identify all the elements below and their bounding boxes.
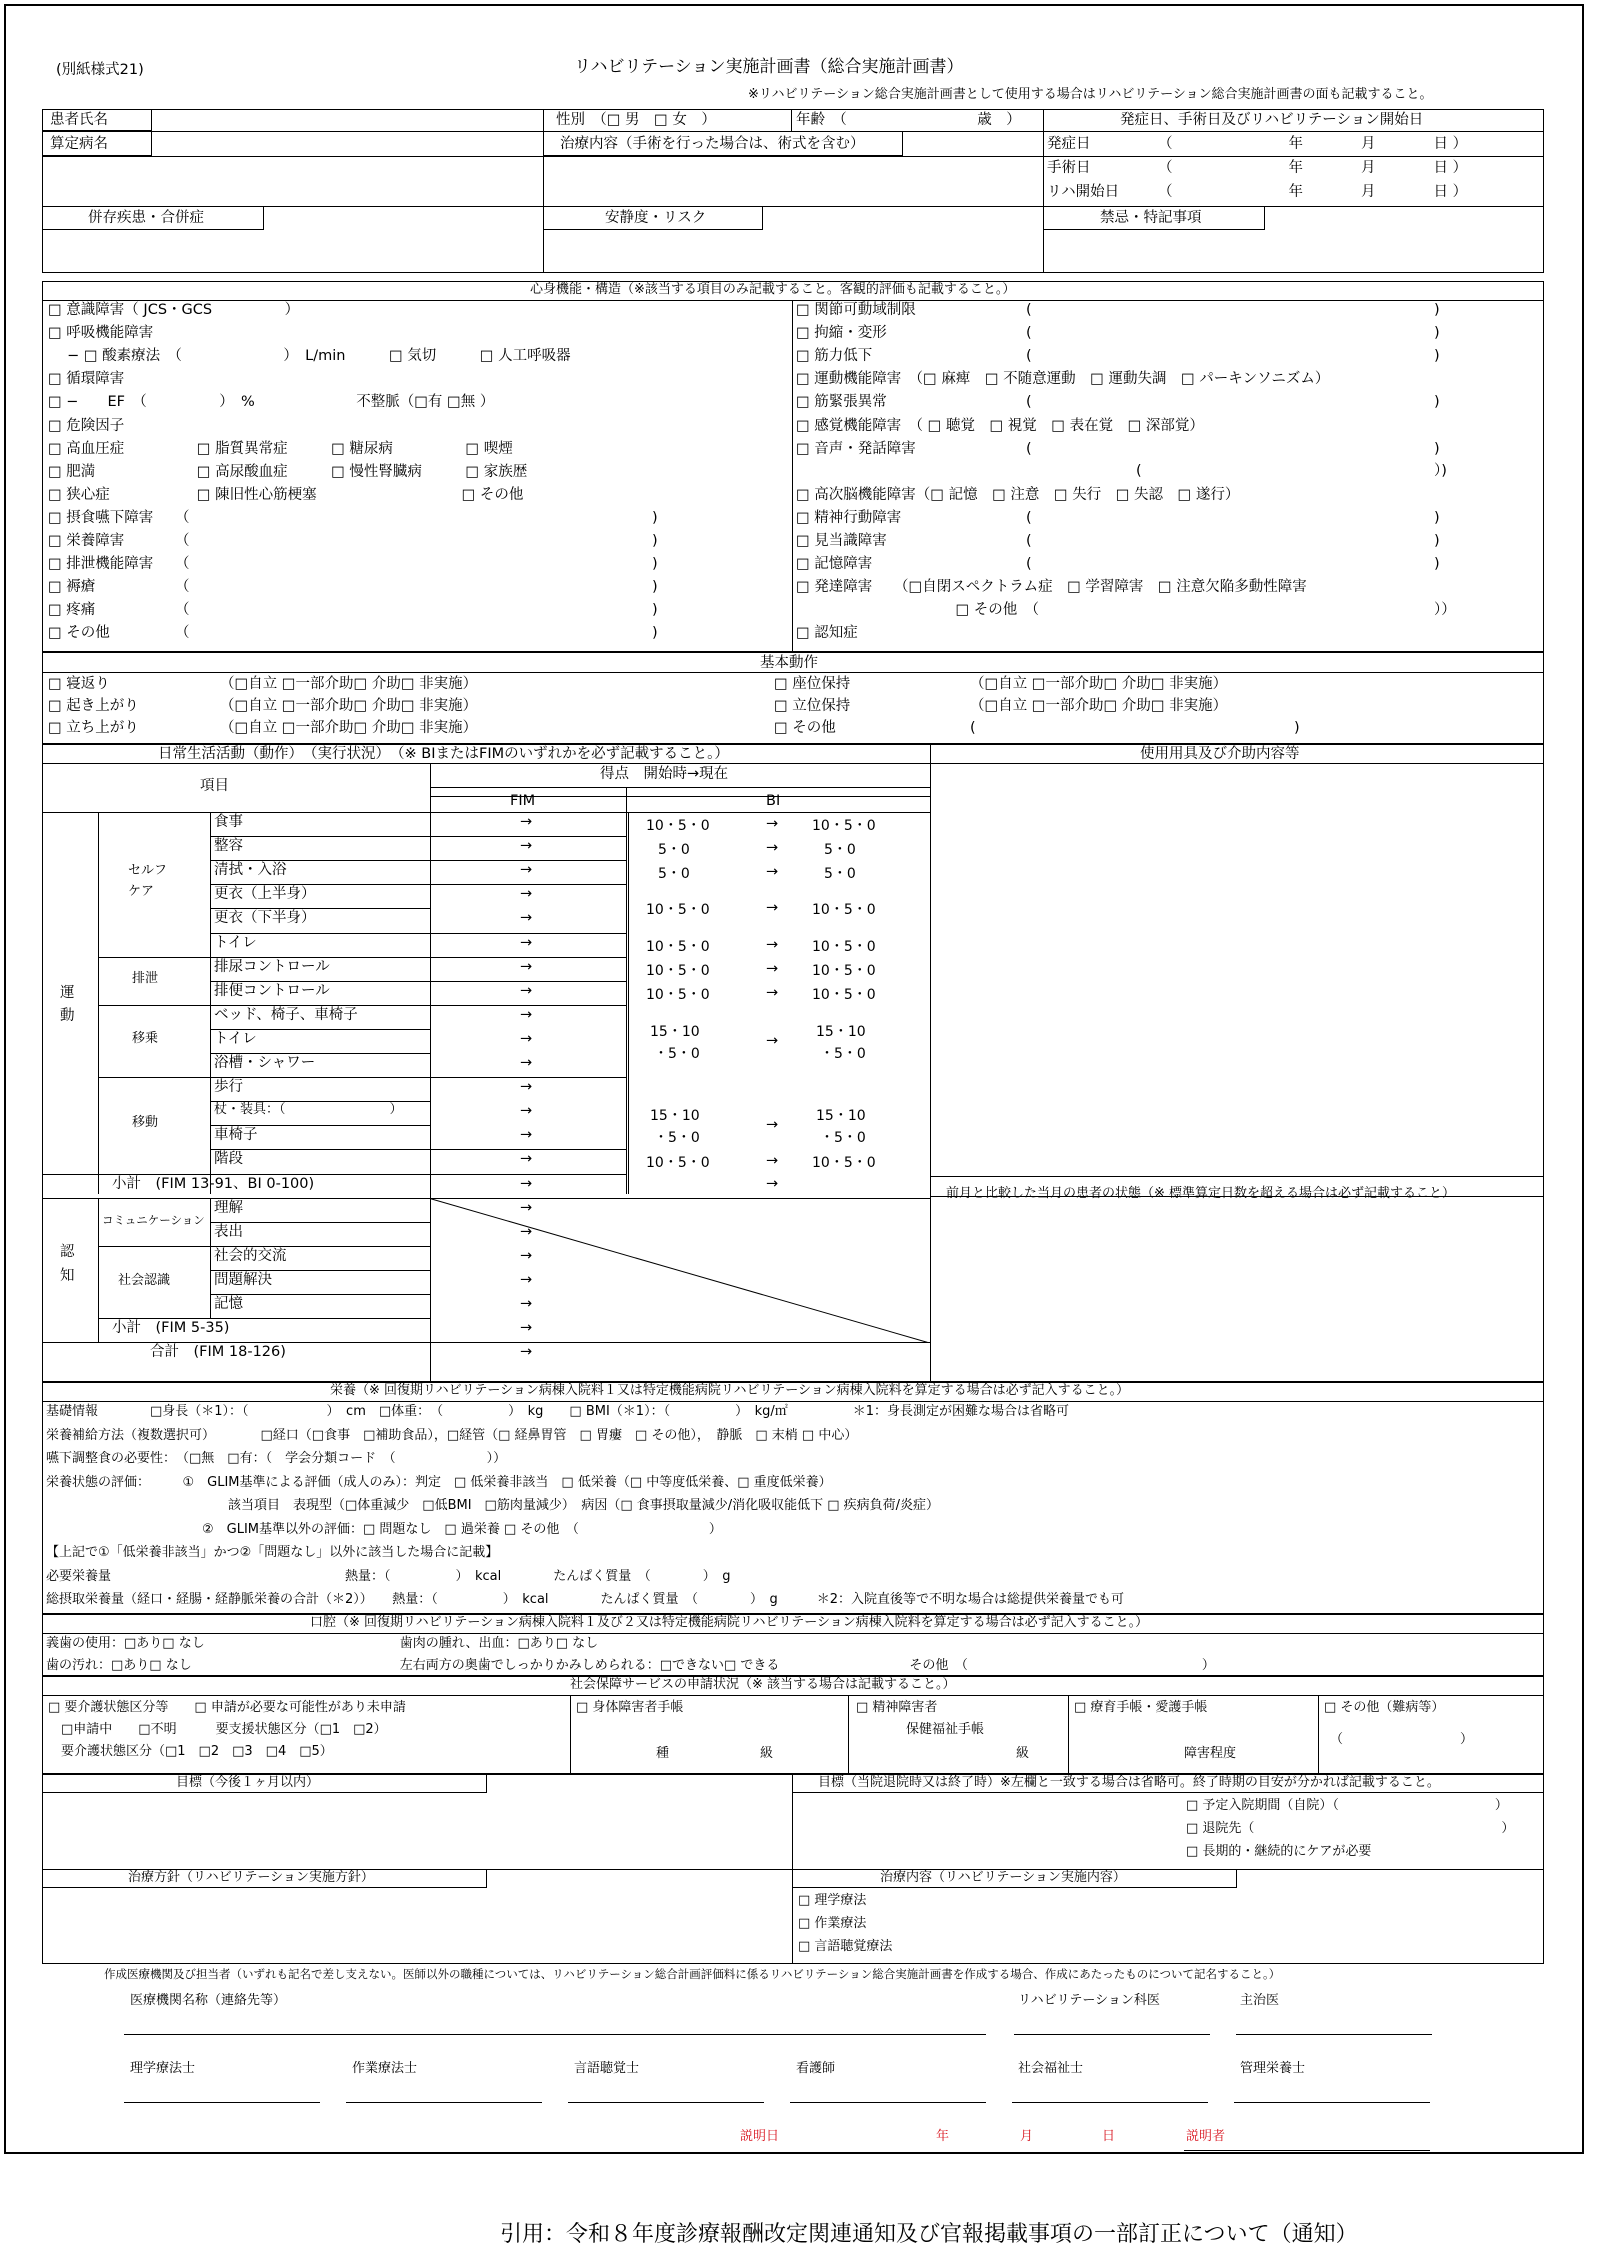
- group-label-transfer: 移乗: [132, 1030, 159, 1046]
- open-paren: (: [1026, 440, 1032, 457]
- other-card-field[interactable]: （ ）: [1330, 1732, 1474, 1747]
- grid-line: [210, 957, 626, 958]
- score-col-header: 得点 開始時→現在: [600, 766, 729, 782]
- motor-subtotal: 小計 (FIM 13-91、BI 0-100): [112, 1175, 315, 1192]
- grid-line: [430, 763, 431, 812]
- body-function-item[interactable]: □ 排泄機能障害 （: [48, 556, 190, 573]
- oral-line-2: 歯の汚れ：□あり□ なし 左右両方の奥歯でしっかりかみしめられる：□できない□ できる その他 （ ）: [46, 1658, 1215, 1673]
- body-function-item[interactable]: □ 意識障害（ JCS・GCS ）: [48, 302, 300, 318]
- close-paren: ): [1294, 720, 1300, 736]
- cognition-item-label: 表出: [214, 1223, 243, 1240]
- policy-label: 治療方針（リハビリテーション実施方針）: [128, 1870, 374, 1885]
- goal-opt-2[interactable]: □ 退院先（ ）: [1186, 1821, 1515, 1836]
- grid-line: [98, 1198, 99, 1342]
- body-function-item[interactable]: □ 狭心症 □ 陳旧性心筋梗塞 □ その他: [48, 486, 524, 503]
- adl-item-label: 車椅子: [214, 1127, 258, 1144]
- care-line-1[interactable]: □ 要介護状態区分等 □ 申請が必要な可能性があり未申請: [48, 1700, 406, 1715]
- basic-motion-options[interactable]: （□自立 □一部介助□ 介助□ 非実施）: [220, 676, 478, 692]
- fim-arrow: →: [520, 1030, 533, 1047]
- close-paren: ): [1434, 509, 1440, 526]
- body-function-item[interactable]: □ 関節可動域制限: [796, 302, 916, 318]
- content-opt-2[interactable]: □ 作業療法: [798, 1916, 867, 1931]
- grid-line: [210, 836, 626, 837]
- bi-arrow: →: [766, 1153, 779, 1170]
- bi-arrow: →: [766, 840, 779, 857]
- bi-current-score[interactable]: 5・0: [824, 842, 856, 859]
- content-opt-1[interactable]: □ 理学療法: [798, 1893, 867, 1908]
- bi-current-score[interactable]: 10・5・0: [812, 962, 876, 979]
- adl-item-label: 排便コントロール: [214, 982, 330, 999]
- close-paren: ): [652, 625, 658, 642]
- bi-current-score[interactable]: 10・5・0: [812, 902, 876, 919]
- grid-line: [210, 1294, 430, 1295]
- patient-name-label: 患者氏名: [50, 112, 108, 128]
- bi-current-score[interactable]: 15・10: [816, 1108, 866, 1125]
- treatment-label: 治療内容（手術を行った場合は、術式を含む）: [560, 136, 865, 152]
- grid-line: [98, 812, 210, 813]
- grid-line: [210, 1029, 430, 1030]
- fim-arrow: →: [520, 1175, 533, 1192]
- nutrition-line[interactable]: 基礎情報 □身長（＊1）：（ ） cm □体重： （ ） kg □ BMI（＊1）：（ ） kg/㎡ ＊1：身長測定が困難な場合は省略可: [46, 1404, 1070, 1419]
- social-header: 社会保障サービスの申請状況（※ 該当する場合は記載すること。）: [570, 1677, 956, 1692]
- bi-start-score[interactable]: 5・0: [658, 842, 690, 859]
- explain-date-label: 説明日: [740, 2129, 780, 2144]
- body-function-item[interactable]: □ 栄養障害 （: [48, 533, 190, 549]
- bi-arrow: →: [766, 984, 779, 1001]
- total-label: 合計 (FIM 18-126): [150, 1343, 286, 1360]
- oral-line-1: 義歯の使用：□あり□ なし 歯肉の腫れ、出血：□あり□ なし: [46, 1636, 599, 1651]
- adl-item-label: トイレ: [214, 1030, 257, 1047]
- grid-line: [430, 1342, 930, 1343]
- group-label-selfcare: セルフ: [128, 863, 168, 879]
- close-paren: ): [652, 533, 658, 549]
- close-paren: ): [1434, 348, 1440, 365]
- fim-arrow: →: [520, 1103, 533, 1120]
- bi-current-score[interactable]: 10・5・0: [812, 938, 876, 955]
- group-label-locomotion: 移動: [132, 1115, 159, 1131]
- basic-motion-options[interactable]: （□自立 □一部介助□ 介助□ 非実施）: [970, 698, 1228, 714]
- comorbid-label: 併存疾患・合併症: [88, 210, 204, 226]
- open-paren: (: [1026, 533, 1032, 549]
- open-paren: (: [1026, 302, 1032, 318]
- other-card[interactable]: □ その他（難病等）: [1324, 1700, 1445, 1715]
- equipment-header: 使用用具及び介助内容等: [1140, 746, 1300, 762]
- content-label: 治療内容（リハビリテーション実施内容）: [880, 1870, 1126, 1885]
- open-paren: (: [1026, 325, 1032, 342]
- grid-line: [430, 796, 930, 797]
- cognition-item-label: 理解: [214, 1199, 243, 1216]
- grid-line: [98, 1077, 210, 1078]
- nutrition-line[interactable]: 該当項目 表現型（□体重減少 □低BMI □筋肉量減少） 病因（□ 食事摂取量減少/消化吸収能低下 □ 疾病負荷/炎症）: [46, 1498, 940, 1513]
- long-goal-label: 目標（当院退院時又は終了時）※左欄と一致する場合は省略可。終了時期の目安が分かれば記載すること。: [818, 1775, 1440, 1790]
- open-paren: (: [970, 720, 976, 736]
- fim-arrow: →: [520, 1319, 533, 1336]
- motor-label: 動: [60, 1008, 75, 1024]
- surgery-date-field[interactable]: （ 年 月 日 ）: [1158, 160, 1468, 176]
- rehab-start-label: リハ開始日: [1047, 184, 1120, 200]
- basic-motion-options[interactable]: （□自立 □一部介助□ 介助□ 非実施）: [970, 676, 1228, 692]
- bi-arrow: →: [766, 936, 779, 953]
- basic-motion-item[interactable]: □ 座位保持: [774, 676, 851, 692]
- contraindication-label: 禁忌・特記事項: [1100, 210, 1202, 226]
- diagnosis-label: 算定病名: [50, 136, 108, 152]
- cognition-label: 知: [60, 1267, 75, 1284]
- body-function-item[interactable]: □ 運動機能障害 （□ 麻痺 □ 不随意運動 □ 運動失調 □ パーキンソニズム）: [796, 371, 1330, 388]
- bi-arrow: →: [766, 816, 779, 833]
- goal-opt-3[interactable]: □ 長期的・継続的にケアが必要: [1186, 1844, 1372, 1859]
- body-function-item[interactable]: □ 音声・発話障害: [796, 440, 916, 457]
- fim-arrow: →: [520, 1151, 533, 1168]
- cognition-subtotal: 小計 (FIM 5-35): [112, 1319, 230, 1336]
- fim-arrow: →: [520, 1271, 533, 1288]
- bi-start-score[interactable]: 15・10: [650, 1023, 700, 1040]
- usage-note: ※リハビリテーション総合実施計画書として使用する場合はリハビリテーション総合実施計画書の面も記載すること。: [748, 87, 1433, 102]
- mental-grade: 級: [1016, 1746, 1030, 1761]
- close-paren: ): [652, 602, 658, 619]
- bi-current-score[interactable]: 10・5・0: [812, 986, 876, 1003]
- basic-motion-item[interactable]: □ 立位保持: [774, 698, 851, 714]
- fim-arrow: →: [520, 1006, 533, 1023]
- adl-item-label: 階段: [214, 1151, 243, 1168]
- grid-line: [210, 1149, 626, 1150]
- fim-arrow: →: [520, 814, 533, 830]
- st-label: 言語聴覚士: [574, 2061, 640, 2076]
- bi-start-score[interactable]: 10・5・0: [646, 986, 710, 1003]
- adl-item-label: 浴槽・シャワー: [214, 1055, 316, 1071]
- adl-item-label: 整容: [214, 838, 243, 855]
- close-paren: ): [1434, 394, 1440, 411]
- adl-item-label: 排尿コントロール: [214, 958, 330, 975]
- nutrition-line[interactable]: 栄養状態の評価： ① GLIM基準による評価（成人のみ）：判定 □ 低栄養非該当 □ 低栄養（□ 中等度低栄養、□ 重度低栄養）: [46, 1474, 832, 1490]
- body-function-item[interactable]: □ 摂食嚥下障害 （: [48, 509, 190, 526]
- institution-label: 医療機関名称（連絡先等）: [130, 1993, 287, 2008]
- group-label-communication: コミュニケーション: [102, 1212, 205, 1227]
- form-code: (別紙様式21): [56, 62, 144, 78]
- grid-line: [210, 1198, 430, 1199]
- nutrition-line[interactable]: 【上記で①「低栄養非該当」かつ②「問題なし」以外に該当した場合に記載】: [46, 1545, 499, 1560]
- basic-motion-item[interactable]: □ 立ち上がり: [48, 720, 139, 736]
- grid-line: [628, 812, 629, 1194]
- basic-motion-header: 基本動作: [760, 655, 818, 671]
- grid-line: [210, 1077, 626, 1078]
- grid-line: [210, 812, 626, 813]
- fim-arrow: →: [520, 958, 533, 975]
- bi-start-score[interactable]: 5・0: [658, 866, 690, 883]
- motor-label: 運: [60, 985, 75, 1001]
- grid-line: [210, 1198, 211, 1318]
- surgery-date-label: 手術日: [1047, 160, 1091, 176]
- grid-line: [430, 812, 431, 1382]
- bi-current-score[interactable]: 15・10: [816, 1023, 866, 1040]
- rehab-doctor-label: リハビリテーション科医: [1018, 1993, 1160, 2008]
- bi-arrow: →: [766, 960, 779, 977]
- close-paren: ): [652, 509, 658, 526]
- bi-start-score[interactable]: 10・5・0: [646, 962, 710, 979]
- bi-arrow: →: [766, 900, 779, 917]
- nutrition-line[interactable]: 栄養補給方法（複数選択可） □経口（□食事 □補助食品），□経管（□ 経鼻胃管 □ 胃瘻 □ その他）， 静脈 □ 末梢 □ 中心）: [46, 1427, 858, 1443]
- bi-start-score[interactable]: 10・5・0: [646, 1155, 710, 1172]
- bi-arrow: →: [766, 1117, 779, 1134]
- fim-arrow: →: [520, 1295, 533, 1312]
- page-title: リハビリテーション実施計画書（総合実施計画書）: [574, 57, 964, 77]
- body-function-item[interactable]: □ 感覚機能障害 （ □ 聴覚 □ 視覚 □ 表在覚 □ 深部覚）: [796, 417, 1204, 434]
- close-paren: ）): [1434, 463, 1447, 479]
- grid-line: [98, 812, 99, 1194]
- grid-line: [210, 1222, 430, 1223]
- mental-card[interactable]: □ 精神障害者: [856, 1700, 938, 1715]
- adl-item-label: 食事: [214, 814, 243, 830]
- bi-current-score[interactable]: ・5・0: [820, 1045, 866, 1062]
- close-paren: ): [1434, 556, 1440, 573]
- cognition-item-label: 問題解決: [214, 1271, 272, 1288]
- sex-field[interactable]: 性別 （□ 男 □ 女 ）: [556, 112, 716, 128]
- grid-line: [210, 1270, 430, 1271]
- grid-line: [626, 812, 627, 1194]
- body-function-item[interactable]: □ その他 （: [48, 625, 190, 642]
- item-col-header: 項目: [200, 778, 229, 794]
- bi-start-score[interactable]: 15・10: [650, 1108, 700, 1125]
- bi-start-score[interactable]: 10・5・0: [646, 818, 710, 835]
- adl-item-label: ベッド、椅子、車椅子: [214, 1006, 358, 1023]
- body-function-item[interactable]: □ 肥満 □ 高尿酸血症 □ 慢性腎臓病 □ 家族歴: [48, 463, 528, 480]
- close-paren: ): [1434, 325, 1440, 342]
- comparison-header: 前月と比較した当月の患者の状態（※ 標準算定日数を超える場合は必ず記載すること）: [946, 1186, 1456, 1201]
- cognition-item-label: 社会的交流: [214, 1247, 287, 1264]
- close-paren: ））: [1434, 602, 1456, 618]
- grid-line: [210, 812, 211, 1194]
- fim-arrow: →: [520, 1199, 533, 1216]
- explainer-label: 説明者: [1186, 2129, 1226, 2144]
- adl-item-label: 清拭・入浴: [214, 862, 287, 879]
- sw-label: 社会福祉士: [1018, 2061, 1084, 2076]
- basic-motion-item[interactable]: □ 起き上がり: [48, 698, 139, 714]
- open-paren: (: [1026, 556, 1032, 573]
- grid-line: [98, 957, 210, 958]
- pt-label: 理学療法士: [130, 2061, 196, 2076]
- grid-line: [930, 1176, 1544, 1177]
- cognition-label: 認: [60, 1243, 75, 1260]
- open-paren: (: [1136, 463, 1142, 479]
- close-paren: ): [1434, 302, 1440, 318]
- body-function-item[interactable]: □ 褥瘡 （: [48, 579, 190, 596]
- nutrition-line[interactable]: 嚥下調整食の必要性： （□無 □有：（ 学会分類コード （ ））: [46, 1451, 507, 1466]
- age-field[interactable]: 年齢 （ 歳 ）: [796, 112, 1021, 128]
- body-function-item[interactable]: □ 拘縮・変形: [796, 325, 887, 342]
- adl-item-label: トイレ: [214, 934, 257, 951]
- nutrition-line[interactable]: 総摂取栄養量（経口・経腸・経静脈栄養の合計（＊2）） 熱量：（ ） kcal たんぱく質量 （ ） g ＊2：入院直後等で不明な場合は総提供栄養量でも可: [46, 1592, 1125, 1607]
- bi-current-score[interactable]: 5・0: [824, 866, 856, 883]
- fim-arrow: →: [520, 838, 533, 855]
- adl-header: 日常生活活動（動作） （実行状況） （※ BIまたはFIMのいずれかを必ず記載すること。）: [158, 746, 729, 762]
- body-function-item[interactable]: □ 見当識障害: [796, 533, 887, 549]
- body-function-item[interactable]: □ 疼痛 （: [48, 602, 190, 619]
- fim-arrow: →: [520, 1247, 533, 1264]
- grid-line: [98, 1318, 430, 1319]
- close-paren: ): [652, 556, 658, 573]
- onset-date-field[interactable]: （ 年 月 日 ）: [1158, 136, 1468, 152]
- bi-current-score[interactable]: ・5・0: [820, 1130, 866, 1147]
- fim-arrow: →: [520, 934, 533, 951]
- adl-item-label: 杖・装具：（ ）: [214, 1102, 403, 1118]
- body-function-item[interactable]: □ 記憶障害: [796, 556, 873, 573]
- fim-arrow: →: [520, 1055, 533, 1071]
- open-paren: (: [1026, 509, 1032, 526]
- mental-card-2: 保健福祉手帳: [906, 1722, 985, 1737]
- body-function-item[interactable]: □ 発達障害 （□自閉スペクトラム症 □ 学習障害 □ 注意欠陥多動性障害: [796, 579, 1307, 596]
- bi-arrow: →: [766, 1032, 779, 1049]
- fim-arrow: →: [520, 982, 533, 999]
- bi-start-score[interactable]: ・5・0: [654, 1130, 700, 1147]
- close-paren: ): [652, 579, 658, 596]
- body-function-item[interactable]: − □ 酸素療法 （ ） L/min □ 気切 □ 人工呼吸器: [48, 348, 571, 365]
- nutrition-header: 栄養（※ 回復期リハビリテーション病棟入院料１又は特定機能病院リハビリテーション病棟入院料を算定する場合は必ず記入すること。）: [330, 1383, 1130, 1398]
- fim-header: FIM: [510, 793, 536, 809]
- fim-arrow: →: [520, 1127, 533, 1144]
- rehab-card-grade: 障害程度: [1184, 1746, 1237, 1761]
- body-function-item[interactable]: □ 高次脳機能障害（□ 記憶 □ 注意 □ 失行 □ 失認 □ 遂行）: [796, 486, 1240, 503]
- grid-line: [98, 1005, 210, 1006]
- short-goal-label: 目標（今後１ヶ月以内）: [176, 1775, 320, 1790]
- bi-start-score[interactable]: 10・5・0: [646, 902, 710, 919]
- grid-line: [42, 1174, 626, 1175]
- basic-motion-item[interactable]: □ その他: [774, 720, 836, 736]
- grid-line: [210, 1005, 626, 1006]
- grid-line: [210, 981, 626, 982]
- bi-start-score[interactable]: 10・5・0: [646, 938, 710, 955]
- open-paren: (: [1026, 348, 1032, 365]
- adl-item-label: 更衣（上半身）: [214, 886, 316, 903]
- nutrition-line[interactable]: 必要栄養量 熱量：（ ） kcal たんぱく質量 （ ） g: [46, 1568, 731, 1584]
- fim-arrow: →: [520, 886, 533, 903]
- bi-arrow: →: [766, 1175, 779, 1192]
- fim-arrow: →: [520, 1223, 533, 1240]
- fim-arrow: →: [520, 862, 533, 879]
- nurse-label: 看護師: [796, 2061, 836, 2076]
- fim-arrow: →: [520, 910, 533, 927]
- fim-arrow: →: [520, 1079, 533, 1096]
- explain-month: 月: [1020, 2129, 1034, 2144]
- body-function-item[interactable]: □ 認知症: [796, 625, 858, 642]
- dietitian-label: 管理栄養士: [1240, 2061, 1306, 2076]
- disability-card[interactable]: □ 身体障害者手帳: [576, 1700, 684, 1715]
- onset-header: 発症日、手術日及びリハビリテーション開始日: [1120, 112, 1424, 128]
- disability-grade: 種 級: [656, 1746, 774, 1761]
- body-function-header: 心身機能・構造（※該当する項目のみ記載すること。客観的評価も記載すること。）: [530, 282, 1016, 297]
- grid-line: [430, 787, 930, 788]
- attending-label: 主治医: [1240, 1993, 1280, 2008]
- open-paren: (: [1026, 394, 1032, 411]
- grid-line: [626, 787, 627, 812]
- grid-line: [210, 1053, 430, 1054]
- bi-current-score[interactable]: 10・5・0: [812, 818, 876, 835]
- nutrition-line[interactable]: ② GLIM基準以外の評価：□ 問題なし □ 過栄養 □ その他 （ ）: [46, 1521, 722, 1537]
- bi-arrow: →: [766, 864, 779, 881]
- basic-motion-options[interactable]: （□自立 □一部介助□ 介助□ 非実施）: [220, 720, 478, 736]
- citation-footer: 引用：令和８年度診療報酬改定関連通知及び官報掲載事項の一部訂正について（通知）: [500, 2222, 1358, 2247]
- close-paren: ): [1434, 440, 1440, 457]
- goal-opt-1[interactable]: □ 予定入院期間（自院）（ ）: [1186, 1798, 1508, 1813]
- oral-header: 口腔（※ 回復期リハビリテーション病棟入院料１及び２又は特定機能病院リハビリテーション病棟入院料を算定する場合は必ず記入すること。）: [310, 1615, 1149, 1630]
- body-function-item[interactable]: □ 高血圧症 □ 脂質異常症 □ 糖尿病 □ 喫煙: [48, 440, 513, 457]
- close-paren: ): [1434, 533, 1440, 549]
- onset-date-label: 発症日: [1047, 136, 1091, 152]
- care-line-2[interactable]: □申請中 □不明 要支援状態区分（□1 □2）: [48, 1722, 387, 1737]
- adl-item-label: 歩行: [214, 1079, 243, 1096]
- bi-current-score[interactable]: 10・5・0: [812, 1155, 876, 1172]
- rehab-card[interactable]: □ 療育手帳・愛護手帳: [1074, 1700, 1208, 1715]
- body-function-item[interactable]: □ 筋緊張異常: [796, 394, 887, 411]
- group-label-selfcare: ケア: [128, 884, 155, 900]
- body-function-item[interactable]: □ 筋力低下: [796, 348, 873, 365]
- group-label-excretion: 排泄: [132, 970, 159, 986]
- signature-header: 作成医療機関及び担当者（いずれも記名で差し支えない。医師以外の職種については、リハビリテーション総合計画評価料に係るリハビリテーション総合実施計画書を作成する場合、作成にあたったものについて記名すること。）: [104, 1967, 1281, 1981]
- rehab-start-field[interactable]: （ 年 月 日 ）: [1158, 184, 1468, 200]
- body-function-item[interactable]: □ 危険因子: [48, 417, 125, 434]
- grid-line: [98, 1246, 210, 1247]
- basic-motion-item[interactable]: □ 寝返り: [48, 676, 110, 692]
- adl-item-label: 更衣（下半身）: [214, 910, 316, 927]
- cognition-item-label: 記憶: [214, 1295, 243, 1312]
- care-line-3[interactable]: 要介護状態区分（□1 □2 □3 □4 □5）: [48, 1744, 333, 1759]
- body-function-item[interactable]: □ その他 （: [796, 602, 1040, 619]
- content-opt-3[interactable]: □ 言語聴覚療法: [798, 1939, 893, 1954]
- body-function-item[interactable]: □ 呼吸機能障害: [48, 325, 154, 342]
- bi-header: BI: [766, 793, 781, 809]
- bi-start-score[interactable]: ・5・0: [654, 1045, 700, 1062]
- body-function-item[interactable]: □ 精神行動障害: [796, 509, 902, 526]
- body-function-item[interactable]: □ − EF （ ） % 不整脈（□有 □無 ）: [48, 394, 495, 411]
- grid-line: [210, 933, 626, 934]
- basic-motion-options[interactable]: （□自立 □一部介助□ 介助□ 非実施）: [220, 698, 478, 714]
- fim-arrow: →: [520, 1343, 533, 1360]
- explain-day: 日: [1102, 2129, 1116, 2144]
- grid-line: [210, 1246, 430, 1247]
- ot-label: 作業療法士: [352, 2061, 418, 2076]
- rest-label: 安静度・リスク: [605, 210, 707, 226]
- explain-year: 年: [936, 2129, 950, 2144]
- group-label-social: 社会認識: [118, 1272, 171, 1288]
- grid-line: [42, 1342, 430, 1343]
- body-function-item[interactable]: □ 循環障害: [48, 371, 125, 388]
